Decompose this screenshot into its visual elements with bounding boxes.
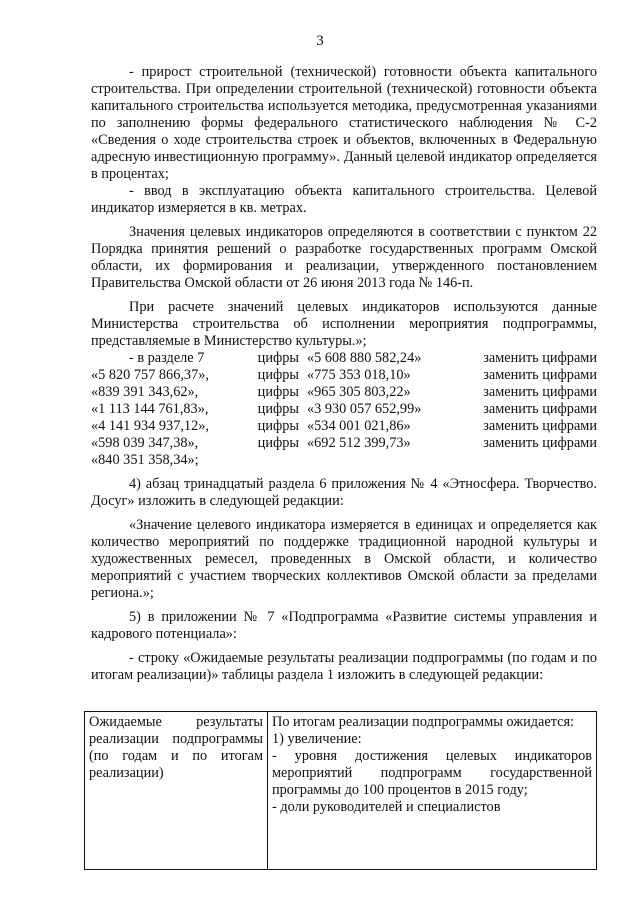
replacement-from: «5 820 757 866,37», bbox=[91, 367, 209, 383]
replacement-value: «534 001 021,86» bbox=[307, 418, 411, 434]
replacement-from: «4 141 934 937,12», bbox=[91, 418, 209, 434]
replacement-word: цифры bbox=[257, 435, 299, 451]
paragraph-construction-readiness: - прирост строительной (технической) готовности объекта капитального строительства. При определении строительной (технической) готовности объекта капитального строительства используется методика, предусмотренная указаниями по заполнению формы федерального статистического наблюдения № С-2 «Сведения о ходе строительства строек и объектов, включенных в Федеральную адресную инвестиционную программу». Данный целевой индикатор определяется в процентах; bbox=[91, 64, 597, 182]
replacement-from: «1 113 144 761,83», bbox=[91, 401, 209, 417]
table-row bbox=[85, 712, 597, 870]
replacement-word: цифры bbox=[257, 401, 299, 417]
replacement-value: «965 305 803,22» bbox=[307, 384, 411, 400]
table-cell-label bbox=[85, 712, 268, 870]
replacement-word: цифры bbox=[257, 350, 299, 366]
table-content-line: 1) увеличение: bbox=[272, 731, 362, 747]
replacement-row bbox=[91, 384, 597, 401]
replacement-action: заменить цифрами bbox=[483, 350, 597, 366]
replacement-word: цифры bbox=[257, 384, 299, 400]
replacement-row bbox=[91, 435, 597, 452]
replacement-last-value: «840 351 358,34»; bbox=[91, 452, 199, 468]
replacement-word: цифры bbox=[257, 418, 299, 434]
paragraph-amendment-5: 5) в приложении № 7 «Подпрограмма «Развитие системы управления и кадрового потенциала»: bbox=[91, 609, 597, 642]
page-number: 3 bbox=[316, 33, 324, 49]
replacement-from: - в разделе 7 bbox=[129, 350, 205, 366]
paragraph-commissioning: - ввод в эксплуатацию объекта капитального строительства. Целевой индикатор измеряется в кв. метрах. bbox=[91, 183, 597, 216]
replacement-from: «598 039 347,38», bbox=[91, 435, 199, 451]
replacement-row bbox=[91, 350, 597, 367]
document-body bbox=[91, 64, 597, 684]
replacement-from: «839 391 343,62», bbox=[91, 384, 199, 400]
table-label-text: Ожидаемые результаты реализации подпрограммы (по годам и по итогам реализации) bbox=[89, 714, 263, 781]
replacement-row bbox=[91, 418, 597, 435]
replacement-row bbox=[91, 367, 597, 384]
paragraph-indicator-values: Значения целевых индикаторов определяются в соответствии с пунктом 22 Порядка принятия решений о разработке государственных программ Омской области, их формирования и реализации, утвержденного постановлением Правительства Омской области от 26 июня 2013 года № 146-п. bbox=[91, 224, 597, 291]
paragraph-expected-results-row: - строку «Ожидаемые результаты реализации подпрограммы (по годам и по итогам реализации)» таблицы раздела 1 изложить в следующей редакции: bbox=[91, 650, 597, 683]
table-content-line: - доли руководителей и специалистов bbox=[272, 799, 501, 815]
table-cell-content bbox=[268, 712, 597, 870]
paragraph-indicator-calculation: При расчете значений целевых индикаторов используются данные Министерства строительства об исполнении мероприятия подпрограммы, представляемые в Министерство культуры.»; bbox=[91, 299, 597, 349]
replacement-value: «692 512 399,73» bbox=[307, 435, 411, 451]
table-content-line: По итогам реализации подпрограммы ожидается: bbox=[272, 714, 575, 730]
replacement-value: «5 608 880 582,24» bbox=[307, 350, 422, 366]
replacement-row bbox=[91, 401, 597, 418]
replacement-action: заменить цифрами bbox=[483, 435, 597, 451]
replacement-action: заменить цифрами bbox=[483, 367, 597, 383]
replacement-value: «3 930 057 652,99» bbox=[307, 401, 422, 417]
expected-results-table bbox=[84, 711, 597, 870]
replacement-action: заменить цифрами bbox=[483, 384, 597, 400]
replacement-list bbox=[91, 350, 597, 469]
table-content-line: - уровня достижения целевых индикаторов мероприятий подпрограмм государственной программы до 100 процентов в 2015 году; bbox=[272, 748, 592, 798]
replacement-word: цифры bbox=[257, 367, 299, 383]
replacement-action: заменить цифрами bbox=[483, 401, 597, 417]
paragraph-indicator-definition: «Значение целевого индикатора измеряется в единицах и определяется как количество мероприятий по поддержке традиционной народной культуры и художественных ремесел, проведенных в Омской области, и количество мероприятий с участием творческих коллективов Омской области за пределами региона.»; bbox=[91, 517, 597, 601]
replacement-value: «775 353 018,10» bbox=[307, 367, 411, 383]
paragraph-amendment-4: 4) абзац тринадцатый раздела 6 приложения № 4 «Этносфера. Творчество. Досуг» изложить в следующей редакции: bbox=[91, 476, 597, 509]
replacement-action: заменить цифрами bbox=[483, 418, 597, 434]
